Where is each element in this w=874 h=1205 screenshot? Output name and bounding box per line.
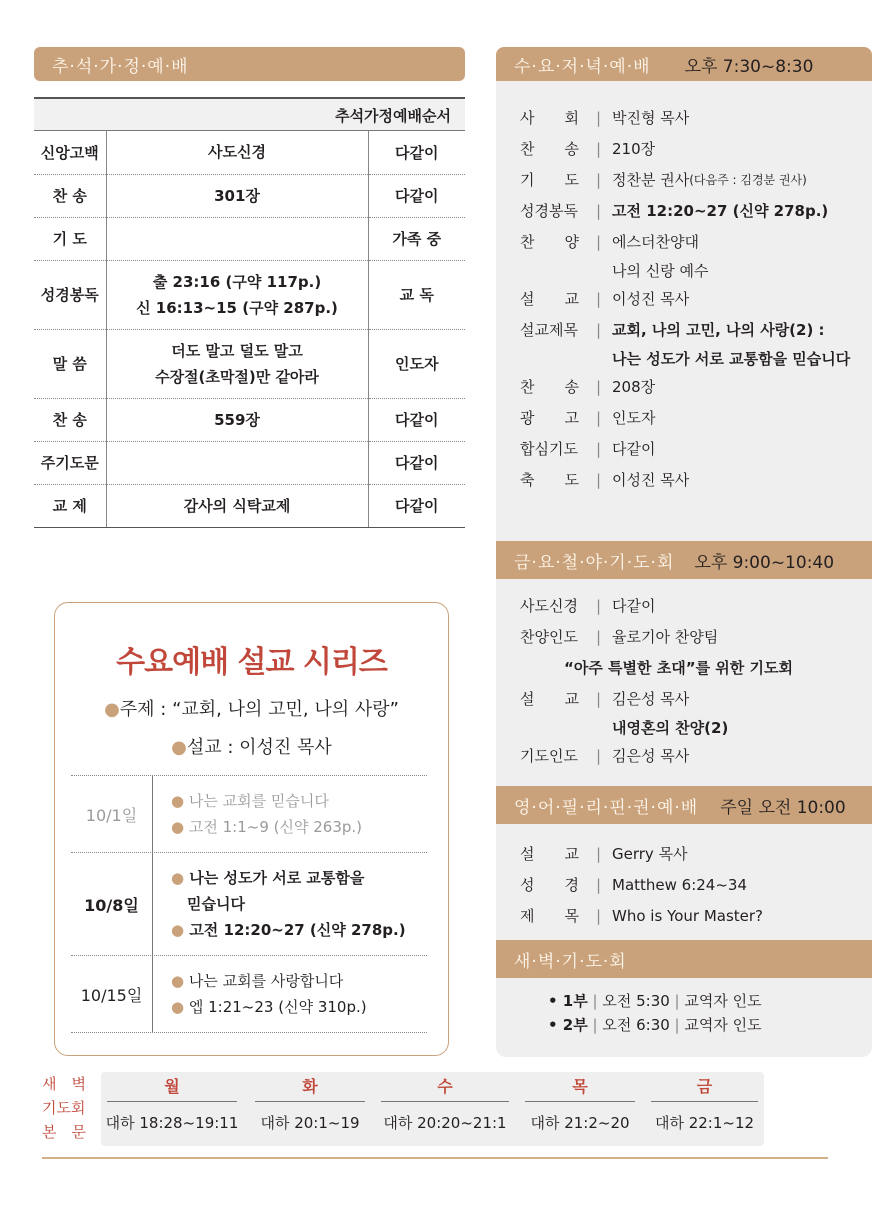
series-text: 믿습니다	[187, 895, 245, 913]
order-content-line: 301장	[214, 186, 260, 205]
service-value: 정찬분 권사	[612, 171, 690, 189]
series-line-text	[171, 968, 427, 994]
english-time: 주일 오전 10:00	[720, 797, 846, 818]
order-item: 교 제	[34, 484, 106, 527]
service-item-cont	[520, 257, 850, 283]
series-body	[153, 853, 427, 955]
service-item	[520, 464, 850, 495]
dawn-banner	[496, 940, 872, 978]
series-line-text	[171, 994, 427, 1020]
dawn-day: 수	[381, 1072, 509, 1102]
service-label: 광 고	[520, 409, 579, 427]
order-row	[34, 174, 465, 217]
service-item	[520, 226, 850, 257]
dawn-leader: 교역자 인도	[684, 992, 762, 1010]
separator: |	[596, 320, 602, 339]
order-row	[34, 217, 465, 260]
service-value: 에스더찬양대	[612, 233, 699, 251]
chuseok-banner	[34, 47, 465, 81]
series-row	[71, 776, 427, 853]
separator: |	[596, 596, 602, 615]
service-value: 교회, 나의 고민, 나의 사랑(2) :	[612, 321, 825, 339]
service-item	[520, 869, 763, 900]
service-value: Matthew 6:24~34	[612, 875, 748, 894]
service-item	[520, 195, 850, 226]
order-content	[106, 484, 368, 527]
sermon-series-box	[54, 602, 449, 1056]
dawn-scripture: 대하 18:28~19:11	[105, 1114, 239, 1132]
service-value: 김은성 목사	[612, 747, 690, 765]
separator: |	[596, 844, 602, 863]
order-row	[34, 131, 465, 174]
order-row	[34, 484, 465, 527]
series-text: 나는 교회를 사랑합니다	[188, 972, 344, 990]
order-content	[106, 217, 368, 260]
service-value: 다같이	[612, 440, 656, 458]
series-date: 10/15일	[71, 956, 153, 1032]
dawn-day: 금	[651, 1072, 758, 1102]
dawn-day-column	[645, 1072, 764, 1146]
service-value: 나는 성도가 서로 교통함을 믿습니다	[612, 349, 851, 368]
series-date: 10/1일	[71, 776, 153, 852]
separator: |	[596, 906, 602, 925]
order-content	[106, 441, 368, 484]
service-label: 사 회	[520, 109, 579, 127]
service-sub: (다음주 : 김경분 권사)	[689, 173, 807, 187]
separator: |	[596, 377, 602, 396]
service-label: 찬양인도	[520, 628, 578, 646]
separator: |	[596, 139, 602, 158]
series-line-text	[171, 865, 427, 891]
order-who: 다같이	[368, 441, 465, 484]
service-item	[520, 590, 793, 621]
service-item-cont	[520, 714, 793, 740]
service-value: 208장	[612, 378, 656, 396]
service-label: 설 교	[520, 845, 579, 863]
service-item	[520, 683, 793, 714]
separator: |	[596, 289, 602, 308]
dawn-time: 오전 6:30	[602, 1016, 670, 1034]
dawn-day: 목	[525, 1072, 635, 1102]
service-item-cont	[520, 345, 850, 371]
bullet-icon: ●	[171, 921, 190, 939]
service-value: 내영혼의 찬양(2)	[612, 718, 729, 737]
service-item	[520, 740, 793, 771]
service-item	[520, 433, 850, 464]
friday-list	[520, 590, 793, 771]
dawn-row	[548, 990, 762, 1014]
separator: |	[596, 439, 602, 458]
bullet-icon: ●	[171, 792, 189, 810]
service-value: 율로기아 찬양팀	[612, 628, 719, 646]
separator: |	[596, 627, 602, 646]
order-item: 말 씀	[34, 329, 106, 398]
order-content	[106, 131, 368, 174]
dawn-row	[548, 1014, 762, 1038]
service-label: 찬 송	[520, 140, 579, 158]
service-label: 기도인도	[520, 747, 578, 765]
order-content-line: 감사의 식탁교제	[183, 496, 291, 515]
service-value: 인도자	[612, 409, 656, 427]
separator: |	[587, 1016, 603, 1034]
separator: |	[596, 170, 602, 189]
series-line-text	[171, 917, 427, 943]
order-who: 다같이	[368, 131, 465, 174]
service-value: 다같이	[612, 597, 656, 615]
dawn-part: • 1부	[548, 992, 588, 1010]
order-content-line: 559장	[214, 410, 260, 429]
series-text: 나는 성도가 서로 교통함을	[189, 869, 365, 887]
service-value: 김은성 목사	[612, 690, 690, 708]
order-content-line: 사도신경	[208, 143, 266, 162]
order-who: 다같이	[368, 174, 465, 217]
order-table	[34, 131, 465, 528]
dawn-label-line: 새 벽	[42, 1075, 86, 1093]
dawn-day: 화	[255, 1072, 365, 1102]
service-item	[520, 402, 850, 433]
order-who: 다같이	[368, 398, 465, 441]
order-item: 찬 송	[34, 398, 106, 441]
service-item	[520, 164, 850, 195]
service-value: Who is Your Master?	[612, 906, 764, 925]
dawn-day-column	[101, 1072, 243, 1146]
dawn-day-column	[519, 1072, 641, 1146]
order-content-line: 출 23:16 (구약 117p.)	[152, 272, 322, 291]
service-value: 박진형 목사	[612, 109, 690, 127]
service-item	[520, 283, 850, 314]
service-item	[520, 621, 793, 652]
bullet-icon: ●	[171, 998, 189, 1016]
dawn-scripture: 대하 20:1~19	[260, 1114, 360, 1132]
order-content-line: 수장절(초막절)만 같아라	[155, 367, 319, 386]
wednesday-banner	[496, 47, 872, 81]
service-label: 설 교	[520, 690, 579, 708]
order-item: 찬 송	[34, 174, 106, 217]
service-label: 제 목	[520, 907, 579, 925]
order-item: 기 도	[34, 217, 106, 260]
dawn-text-label	[42, 1072, 92, 1144]
dawn-time: 오전 5:30	[602, 992, 670, 1010]
series-title: 수요예배 설교 시리즈	[116, 645, 387, 680]
service-label: 찬 송	[520, 378, 579, 396]
order-who: 가족 중	[368, 217, 465, 260]
bullet-icon: ●	[171, 869, 190, 887]
separator: |	[596, 470, 602, 489]
chuseok-banner-title: 추·석·가·정·예·배	[52, 56, 189, 77]
order-item: 주기도문	[34, 441, 106, 484]
service-item	[520, 133, 850, 164]
separator: |	[596, 689, 602, 708]
bullet-icon: ●	[171, 972, 189, 990]
series-text: 고전 12:20~27 (신약 278p.)	[189, 921, 406, 939]
dawn-scripture-table	[101, 1072, 764, 1146]
separator: |	[596, 875, 602, 894]
service-item	[520, 652, 793, 683]
service-item	[520, 314, 850, 345]
wednesday-time: 오후 7:30~8:30	[684, 56, 814, 77]
service-value: 고전 12:20~27 (신약 278p.)	[612, 202, 829, 220]
service-value: “아주 특별한 초대”를 위한 기도회	[564, 659, 793, 677]
service-value: 나의 신랑 예수	[612, 261, 709, 280]
order-item: 신앙고백	[34, 131, 106, 174]
service-label: 설교제목	[520, 321, 578, 339]
service-value: Gerry 목사	[612, 845, 688, 863]
series-date: 10/8일	[71, 853, 153, 955]
separator: |	[669, 1016, 685, 1034]
order-row	[34, 260, 465, 329]
service-label: 설 교	[520, 290, 579, 308]
service-value: 이성진 목사	[612, 290, 690, 308]
order-content-line: 신 16:13~15 (구약 287p.)	[136, 298, 338, 317]
service-label: 사도신경	[520, 597, 578, 615]
service-label: 축 도	[520, 471, 579, 489]
separator: |	[596, 108, 602, 127]
friday-banner	[496, 541, 872, 579]
service-label: 성경봉독	[520, 202, 578, 220]
series-text: 나는 교회를 믿습니다	[188, 792, 329, 810]
series-theme: ●주제 : “교회, 나의 고민, 나의 사랑”	[104, 699, 399, 720]
order-content	[106, 329, 368, 398]
series-line-text	[171, 788, 427, 814]
separator: |	[596, 746, 602, 765]
english-list	[520, 838, 763, 931]
separator: |	[596, 408, 602, 427]
separator: |	[587, 992, 603, 1010]
dawn-banner-title: 새·벽·기·도·회	[514, 951, 627, 972]
order-row	[34, 441, 465, 484]
service-value: 이성진 목사	[612, 471, 690, 489]
english-banner-title: 영·어·필·리·핀·권·예·배	[514, 797, 699, 818]
order-who: 인도자	[368, 329, 465, 398]
order-who: 교 독	[368, 260, 465, 329]
dawn-label-line: 본 문	[42, 1123, 86, 1141]
order-item: 성경봉독	[34, 260, 106, 329]
dawn-part: • 2부	[548, 1016, 588, 1034]
order-who: 다같이	[368, 484, 465, 527]
order-row	[34, 329, 465, 398]
series-text: 엡 1:21~23 (신약 310p.)	[188, 998, 367, 1016]
friday-time: 오후 9:00~10:40	[694, 552, 835, 573]
dawn-day: 월	[107, 1072, 237, 1102]
series-row	[71, 956, 427, 1033]
service-item	[520, 371, 850, 402]
dawn-leader: 교역자 인도	[684, 1016, 762, 1034]
service-item	[520, 900, 763, 931]
series-preacher: ●설교 : 이성진 목사	[171, 737, 332, 758]
service-label: 기 도	[520, 171, 579, 189]
bottom-divider	[42, 1157, 828, 1159]
english-banner	[496, 786, 872, 824]
series-table	[71, 775, 427, 1033]
series-text: 고전 1:1~9 (신약 263p.)	[188, 818, 363, 836]
dawn-day-column	[375, 1072, 515, 1146]
bullet-icon: ●	[171, 818, 189, 836]
order-content-line: 더도 말고 덜도 말고	[171, 341, 303, 360]
service-label: 성 경	[520, 876, 579, 894]
dawn-scripture: 대하 21:2~20	[530, 1114, 630, 1132]
dawn-scripture: 대하 20:20~21:1	[383, 1114, 507, 1132]
order-content	[106, 398, 368, 441]
order-title: 추석가정예배순서	[34, 97, 465, 131]
series-line-text	[171, 891, 427, 917]
series-line-text	[171, 814, 427, 840]
dawn-day-column	[249, 1072, 371, 1146]
wednesday-banner-title: 수·요·저·녁·예·배	[514, 56, 651, 77]
separator: |	[669, 992, 685, 1010]
dawn-label-line: 기도회	[42, 1099, 86, 1117]
separator: |	[596, 201, 602, 220]
separator: |	[596, 232, 602, 251]
service-label: 찬 양	[520, 233, 579, 251]
dawn-scripture: 대하 22:1~12	[654, 1114, 755, 1132]
service-label: 합심기도	[520, 440, 578, 458]
dawn-list	[548, 990, 762, 1038]
friday-banner-title: 금·요·철·야·기·도·회	[514, 552, 675, 573]
order-content	[106, 174, 368, 217]
order-content	[106, 260, 368, 329]
wednesday-list	[520, 102, 850, 495]
service-item	[520, 102, 850, 133]
service-item	[520, 838, 763, 869]
series-body	[153, 956, 427, 1032]
service-value: 210장	[612, 140, 656, 158]
series-body	[153, 776, 427, 852]
order-row	[34, 398, 465, 441]
series-row	[71, 853, 427, 956]
